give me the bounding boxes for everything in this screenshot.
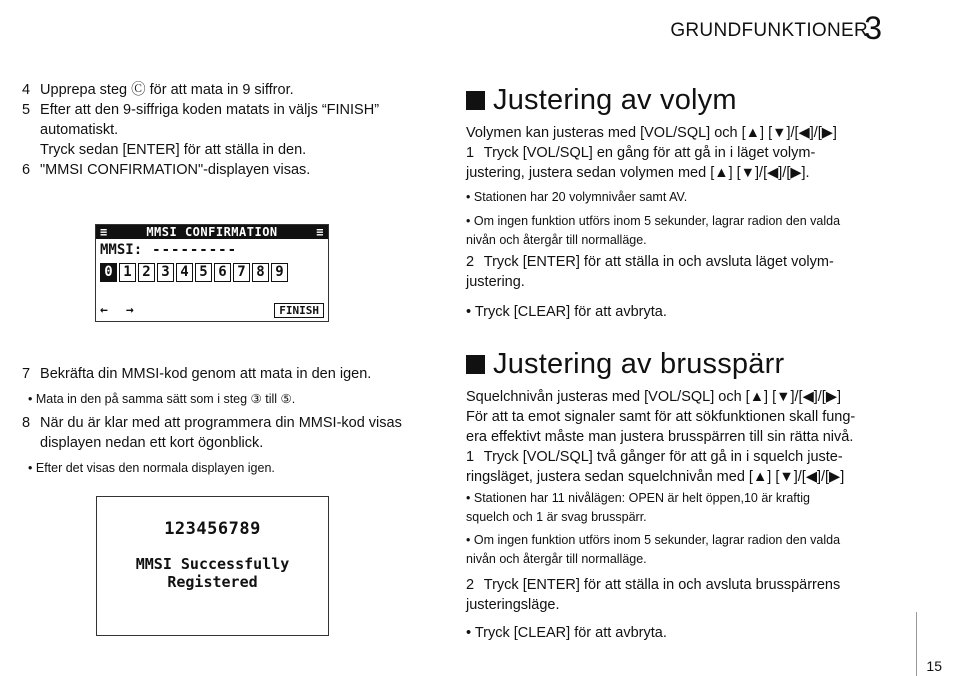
lcd-bottom-row [100, 303, 324, 318]
mmsi-number: 123456789 [164, 519, 261, 539]
section-squelch [466, 348, 916, 643]
bullet-8: • Efter det visas den normala displayen igen. [28, 461, 275, 475]
chapter-number: 3 [864, 10, 882, 46]
step-6: 6 "MMSI CONFIRMATION"-displayen visas. [22, 162, 311, 178]
page-number: 15 [926, 658, 942, 674]
volume-step-2: 2 Tryck [ENTER] för att ställa in och avsluta läget volym- justering. [466, 254, 834, 290]
chapter-title: GRUNDFUNKTIONER [670, 20, 868, 41]
volume-step-1: 1 Tryck [VOL/SQL] en gång för att gå in i läget volym- justering, justera sedan volymen med [▲] [▼]/[◀]/[▶]. [466, 145, 816, 181]
finish-key: FINISH [274, 303, 324, 318]
right-arrow-icon: → [125, 303, 134, 318]
squelch-bullet-2: • Om ingen funktion utförs inom 5 sekunder, lagrar radion den valda nivån och återgår till normalläge. [466, 533, 841, 566]
squelch-step-1: 1 Tryck [VOL/SQL] två gånger för att gå in i squelch juste- ringsläget, justera sedan squelchnivån med [▲] [▼]/[◀]/[▶] [466, 449, 845, 485]
success-msg-2: Registered [167, 573, 258, 591]
volume-intro: Volymen kan justeras med [VOL/SQL] och [▲] [▼]/[◀]/[▶] [466, 125, 837, 141]
volume-bullet-3: • Tryck [CLEAR] för att avbryta. [466, 304, 667, 320]
squelch-bullet-3: • Tryck [CLEAR] för att avbryta. [466, 625, 667, 641]
lcd-title-bar: ≡ MMSI CONFIRMATION ≡ [96, 225, 328, 239]
step-4: 4 Upprepa steg Ⓒ för att mata in 9 siffror. [22, 82, 294, 98]
mmsi-confirmation-display [95, 224, 329, 322]
page-divider [916, 612, 917, 676]
step-8: 8 När du är klar med att programmera din MMSI-kod visas displayen nedan ett kort ögonblick. [22, 415, 402, 451]
section-marker-icon [466, 91, 485, 110]
left-steps-top [22, 80, 442, 180]
volume-bullet-1: • Stationen har 20 volymnivåer samt AV. [466, 190, 688, 204]
left-arrow-icon: ← [100, 303, 108, 318]
section-volume [466, 84, 916, 322]
step-7: 7 Bekräfta din MMSI-kod genom att mata in den igen. [22, 366, 372, 382]
squelch-intro: Squelchnivån justeras med [VOL/SQL] och [▲] [▼]/[◀]/[▶] För att ta emot signaler samt för att sökfunktionen skall fung- era effektivt måste man justera brusspärren till sin rätta nivå. [466, 389, 856, 445]
mmsi-registered-display [96, 496, 329, 636]
section-volume-title: Justering av volym [466, 84, 916, 117]
squelch-step-2: 2 Tryck [ENTER] för att ställa in och avsluta brusspärrens justeringsläge. [466, 577, 841, 613]
success-msg-1: MMSI Successfully [135, 555, 290, 573]
digit-row: 0 1 2 3 4 5 6 7 8 9 [96, 261, 328, 282]
section-squelch-title: Justering av brusspärr [466, 348, 916, 381]
squelch-bullet-1: • Stationen har 11 nivålägen: OPEN är helt öppen,10 är kraftig squelch och 1 är svag brusspärr. [466, 491, 810, 524]
bullet-7: • Mata in den på samma sätt som i steg ③ till ⑤. [28, 392, 296, 406]
step-5: 5 Efter att den 9-siffriga koden matats in väljs “FINISH” automatiskt. Tryck sedan [ENTER] för att ställa in den. [22, 102, 380, 158]
section-marker-icon [466, 355, 485, 374]
volume-bullet-2: • Om ingen funktion utförs inom 5 sekunder, lagrar radion den valda nivån och återgår till normalläge. [466, 214, 841, 247]
mmsi-entry-row: MMSI: --------- [100, 242, 238, 258]
left-steps-bottom [22, 364, 442, 478]
